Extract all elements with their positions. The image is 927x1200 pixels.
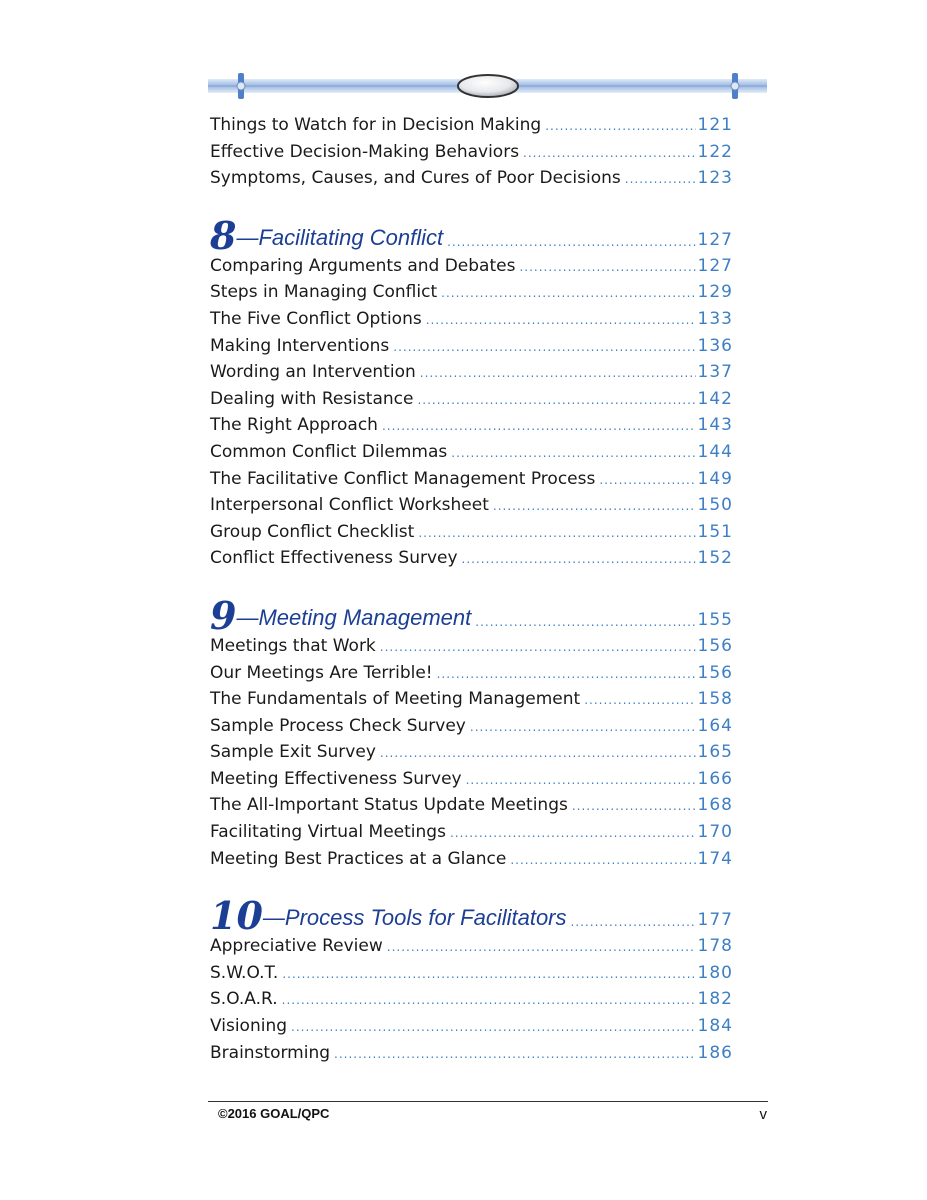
dot-leader (441, 280, 695, 307)
toc-entry-page: 129 (697, 282, 733, 303)
chapter-number: 8 (210, 212, 237, 258)
footer-page-number: v (759, 1106, 767, 1123)
chapter-title: —Meeting Management (236, 604, 472, 630)
toc-entry-title: The Five Conflict Options (210, 308, 422, 329)
toc-entry[interactable] (210, 660, 733, 687)
toc-entry-title: Our Meetings Are Terrible! (210, 662, 433, 683)
toc-entry-page: 150 (697, 495, 733, 516)
chapter-title: —Process Tools for Facilitators (262, 905, 567, 931)
dot-leader (334, 1041, 696, 1068)
toc-entry[interactable] (210, 739, 733, 766)
toc-entry[interactable] (210, 1040, 733, 1067)
toc-entry-page: 178 (697, 936, 733, 957)
chapter-number: 10 (210, 893, 263, 939)
dot-leader (519, 254, 695, 281)
chapter-page: 127 (697, 229, 733, 250)
dot-leader (393, 334, 695, 361)
toc-entry-title: Brainstorming (210, 1042, 331, 1063)
toc-entry-title: Facilitating Virtual Meetings (210, 822, 446, 843)
toc-entry-title: Symptoms, Causes, and Cures of Poor Decisions (210, 168, 621, 189)
toc-entry-title: Sample Process Check Survey (210, 715, 466, 736)
toc-entry-title: Dealing with Resistance (210, 388, 414, 409)
toc-entry-page: 165 (697, 742, 733, 763)
toc-entry-page: 122 (697, 141, 733, 162)
toc-entry-page: 156 (697, 635, 733, 656)
toc-entry[interactable] (210, 933, 733, 960)
toc-entry[interactable] (210, 386, 733, 413)
dot-leader (451, 440, 695, 467)
dot-leader (382, 413, 696, 440)
toc-entry-title: Conflict Effectiveness Survey (210, 548, 458, 569)
toc-entry-title: Things to Watch for in Decision Making (210, 115, 542, 135)
toc-entry[interactable] (210, 846, 733, 873)
toc-entry[interactable] (210, 792, 733, 819)
dot-leader (493, 493, 696, 520)
table-of-contents (210, 112, 733, 1066)
dot-leader (282, 987, 696, 1014)
dot-leader (387, 934, 696, 961)
dot-leader (450, 820, 696, 847)
dot-leader (417, 387, 695, 414)
toc-entry[interactable] (210, 713, 733, 740)
toc-entry-page: 149 (697, 468, 733, 489)
toc-entry[interactable] (210, 492, 733, 519)
header-decorative-bar (208, 73, 767, 99)
toc-entry-page: 174 (697, 848, 733, 869)
toc-entry-title: Comparing Arguments and Debates (210, 255, 516, 276)
toc-entry-page: 151 (697, 521, 733, 542)
toc-entry-page: 170 (697, 822, 733, 843)
toc-entry-page: 127 (697, 255, 733, 276)
dot-leader (571, 915, 696, 929)
toc-entry[interactable] (210, 545, 733, 572)
dot-leader (447, 235, 695, 249)
toc-entry[interactable] (210, 279, 733, 306)
dot-leader (380, 740, 696, 767)
toc-entry-page: 158 (697, 689, 733, 710)
toc-entry[interactable] (210, 519, 733, 546)
toc-entry-title: Meeting Best Practices at a Glance (210, 848, 507, 869)
chapter-heading-8[interactable] (210, 212, 733, 258)
dot-leader (420, 360, 696, 387)
toc-entry-page: 142 (697, 388, 733, 409)
toc-entry-title: Steps in Managing Conflict (210, 282, 438, 303)
toc-entry-page: 136 (697, 335, 733, 356)
toc-entry[interactable] (210, 960, 733, 987)
toc-entry-page: 166 (697, 768, 733, 789)
dot-leader (282, 961, 695, 988)
chapter-page: 155 (697, 609, 733, 630)
chapter-title: —Facilitating Conflict (236, 224, 444, 250)
footer-rule (208, 1101, 768, 1102)
dot-leader (426, 307, 696, 334)
dot-leader (470, 714, 696, 741)
dot-leader (584, 687, 695, 714)
chapter-page: 177 (697, 910, 733, 931)
dot-leader (380, 634, 696, 661)
dot-leader (291, 1014, 696, 1041)
dot-leader (523, 140, 696, 167)
dot-leader (599, 467, 695, 494)
dot-leader (572, 793, 696, 820)
toc-entry-title: Sample Exit Survey (210, 742, 376, 763)
toc-entry[interactable] (210, 333, 733, 360)
toc-entry-title: Making Interventions (210, 335, 390, 356)
toc-entry[interactable] (210, 1013, 733, 1040)
chapter-heading-9[interactable] (210, 592, 733, 638)
toc-entry-page: 137 (697, 362, 733, 383)
toc-entry[interactable] (210, 112, 733, 139)
toc-entry-page: 121 (697, 115, 733, 135)
toc-entry-title: Visioning (210, 1016, 288, 1037)
dot-leader (625, 166, 696, 193)
dot-leader (437, 661, 696, 688)
toc-entry-title: Meeting Effectiveness Survey (210, 768, 462, 789)
toc-entry-title: Interpersonal Conflict Worksheet (210, 495, 489, 516)
toc-entry-title: S.W.O.T. (210, 962, 279, 983)
toc-entry-title: The Fundamentals of Meeting Management (210, 689, 581, 710)
toc-entry[interactable] (210, 253, 733, 280)
toc-entry-title: Appreciative Review (210, 936, 383, 957)
toc-entry-page: 144 (697, 441, 733, 462)
toc-entry[interactable] (210, 633, 733, 660)
toc-entry[interactable] (210, 139, 733, 166)
dot-leader (475, 615, 695, 629)
toc-entry-title: Wording an Intervention (210, 362, 416, 383)
toc-entry[interactable] (210, 165, 733, 192)
toc-entry[interactable] (210, 766, 733, 793)
dot-leader (462, 546, 696, 573)
toc-entry-title: S.O.A.R. (210, 989, 278, 1010)
toc-entry-page: 186 (697, 1042, 733, 1063)
chapter-number: 9 (210, 592, 237, 638)
dot-leader (418, 520, 695, 547)
toc-entry-page: 156 (697, 662, 733, 683)
toc-entry-page: 184 (697, 1016, 733, 1037)
toc-entry[interactable] (210, 439, 733, 466)
toc-entry[interactable] (210, 466, 733, 493)
toc-entry-page: 143 (697, 415, 733, 436)
toc-entry[interactable] (210, 306, 733, 333)
toc-entry-page: 152 (697, 548, 733, 569)
toc-entry-title: The All-Important Status Update Meetings (210, 795, 568, 816)
toc-entry[interactable] (210, 359, 733, 386)
toc-entry[interactable] (210, 819, 733, 846)
toc-entry[interactable] (210, 686, 733, 713)
toc-entry-title: Effective Decision-Making Behaviors (210, 141, 520, 162)
toc-entry[interactable] (210, 412, 733, 439)
toc-entry-title: Meetings that Work (210, 635, 376, 656)
toc-entry-title: The Right Approach (210, 415, 378, 436)
toc-entry-title: Common Conflict Dilemmas (210, 441, 448, 462)
dot-leader (545, 113, 695, 140)
dot-leader (510, 847, 695, 874)
toc-entry-page: 168 (697, 795, 733, 816)
toc-entry-page: 164 (697, 715, 733, 736)
dot-leader (466, 767, 696, 794)
toc-entry[interactable] (210, 986, 733, 1013)
footer-copyright: ©2016 GOAL/QPC (218, 1106, 330, 1121)
toc-entry-page: 123 (697, 168, 733, 189)
toc-entry-title: Group Conflict Checklist (210, 521, 415, 542)
toc-entry-page: 133 (697, 308, 733, 329)
toc-entry-page: 180 (697, 962, 733, 983)
toc-entry-page: 182 (697, 989, 733, 1010)
toc-entry-title: The Facilitative Conflict Management Process (210, 468, 596, 489)
chapter-heading-10[interactable] (210, 893, 733, 939)
